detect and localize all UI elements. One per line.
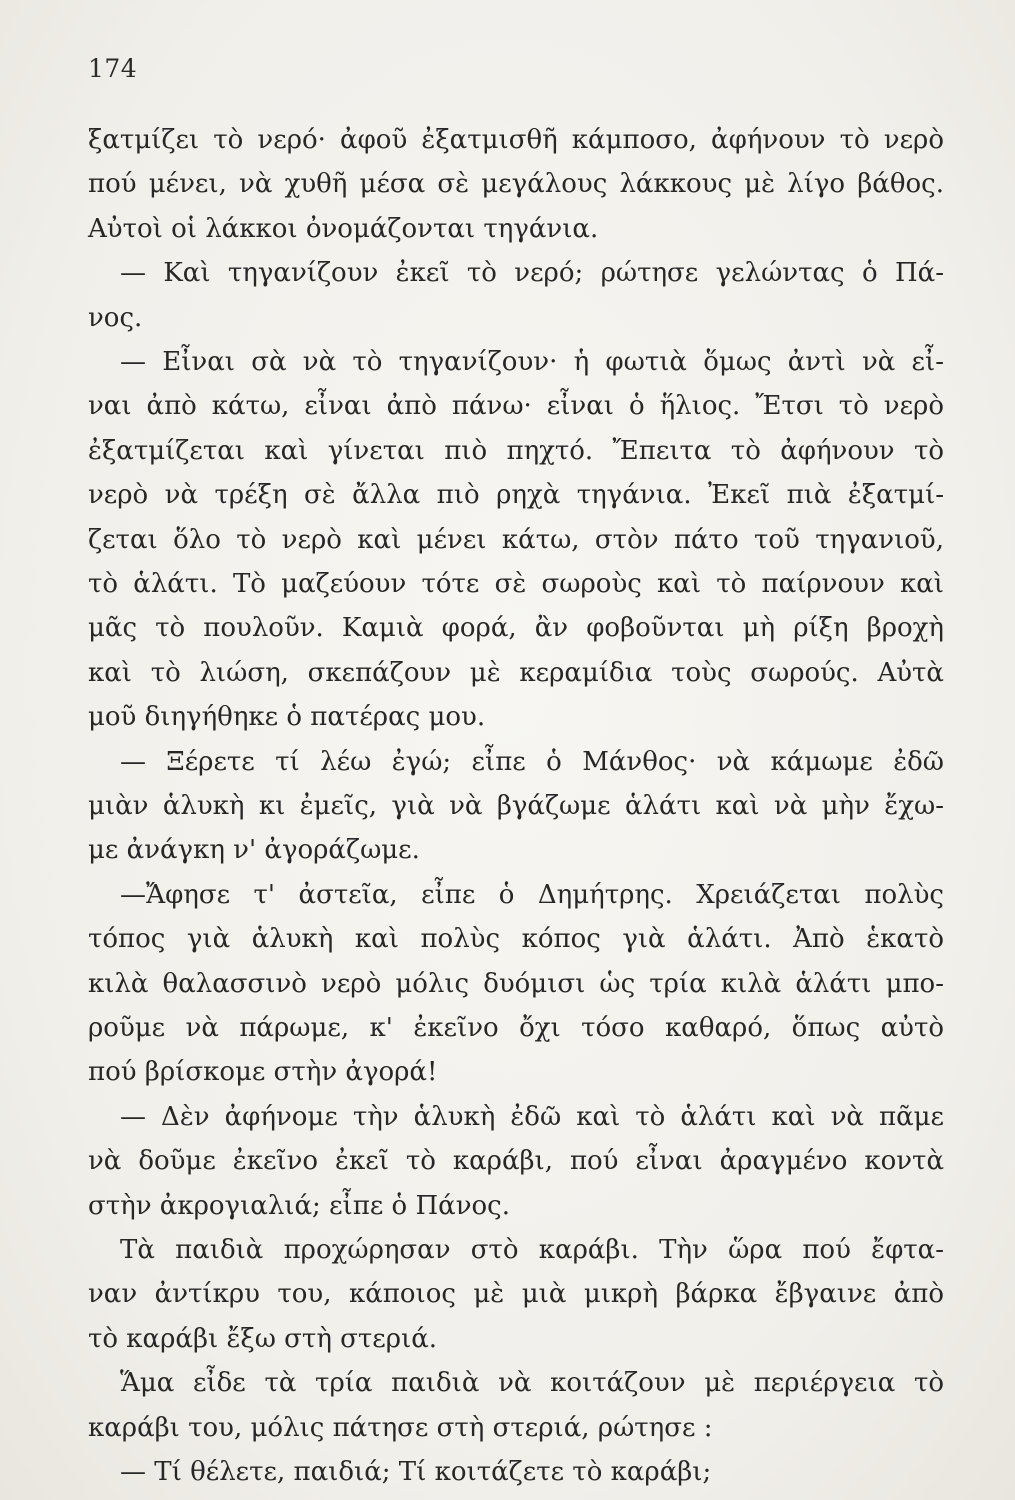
text-line: ναι ἀπὸ κάτω, εἶναι ἀπὸ πάνω· εἶναι ὁ ἥλιος. Ἔτσι τὸ νερὸ: [88, 391, 944, 422]
text-line: — Καὶ τηγανίζουν ἐκεῖ τὸ νερό; ρώτησε γελώντας ὁ Πά-: [120, 258, 944, 289]
text-line: πού βρίσκομε στὴν ἀγορά!: [88, 1057, 438, 1088]
text-line: ζεται ὅλο τὸ νερὸ καὶ μένει κάτω, στὸν πάτο τοῦ τηγανιοῦ,: [88, 524, 944, 555]
text-line: ροῦμε νὰ πάρωμε, κ' ἐκεῖνο ὄχι τόσο καθαρό, ὅπως αὐτὸ: [88, 1013, 944, 1043]
text-line: νερὸ νὰ τρέξη σὲ ἄλλα πιὸ ρηχὰ τηγάνια. Ἐκεῖ πιὰ ἐξατμί-: [88, 480, 944, 511]
text-line: πού μένει, νὰ χυθῆ μέσα σὲ μεγάλους λάκκους μὲ λίγο βάθος.: [88, 169, 944, 200]
text-line: τόπος γιὰ ἁλυκὴ καὶ πολὺς κόπος γιὰ ἁλάτι. Ἀπὸ ἑκατὸ: [88, 924, 944, 955]
text-line: Αὐτοὶ οἱ λάκκοι ὀνομάζονται τηγάνια.: [88, 213, 599, 244]
text-line: ἐξατμίζεται καὶ γίνεται πιὸ πηχτό. Ἔπειτα τὸ ἀφήνουν τὸ: [88, 435, 944, 466]
text-line: ξατμίζει τὸ νερό· ἀφοῦ ἐξατμισθῆ κάμποσο, ἀφήνουν τὸ νερὸ: [88, 125, 944, 155]
text-line: Ἅμα εἶδε τὰ τρία παιδιὰ νὰ κοιτάζουν μὲ περιέργεια τὸ: [120, 1368, 944, 1399]
text-line: — Δὲν ἀφήνομε τὴν ἁλυκὴ ἐδῶ καὶ τὸ ἁλάτι καὶ νὰ πᾶμε: [120, 1101, 944, 1132]
text-line: μοῦ διηγήθηκε ὁ πατέρας μου.: [88, 702, 486, 733]
text-line: — Τί θέλετε, παιδιά; Τί κοιτάζετε τὸ καράβι;: [120, 1457, 712, 1487]
text-line: κιλὰ θαλασσινὸ νερὸ μόλις δυόμισι ὡς τρία κιλὰ ἁλάτι μπο-: [88, 968, 944, 999]
text-line: καὶ τὸ λιώση, σκεπάζουν μὲ κεραμίδια τοὺς σωρούς. Αὐτὰ: [88, 657, 944, 688]
text-line: Τὰ παιδιὰ προχώρησαν στὸ καράβι. Τὴν ὥρα πού ἔφτα-: [120, 1235, 944, 1265]
text-line: τὸ καράβι ἔξω στὴ στεριά.: [88, 1323, 438, 1354]
text-line: ναν ἀντίκρυ του, κάποιος μὲ μιὰ μικρὴ βάρκα ἔβγαινε ἀπὸ: [88, 1279, 944, 1310]
text-line: μᾶς τὸ πουλοῦν. Καμιὰ φορά, ἂν φοβοῦνται μὴ ρίξη βροχὴ: [88, 613, 944, 644]
text-line: μιὰν ἁλυκὴ κι ἐμεῖς, γιὰ νὰ βγάζωμε ἁλάτι καὶ νὰ μὴν ἔχω-: [88, 791, 944, 821]
text-line: με ἀνάγκη ν' ἀγοράζωμε.: [88, 835, 420, 866]
text-line: νὰ δοῦμε ἐκεῖνο ἐκεῖ τὸ καράβι, πού εἶναι ἀραγμένο κοντὰ: [88, 1146, 944, 1177]
text-line: — Εἶναι σὰ νὰ τὸ τηγανίζουν· ἡ φωτιὰ ὅμως ἀντὶ νὰ εἶ-: [120, 347, 944, 377]
text-line: τὸ ἁλάτι. Τὸ μαζεύουν τότε σὲ σωροὺς καὶ τὸ παίρνουν καὶ: [88, 569, 944, 599]
text-line: καράβι του, μόλις πάτησε στὴ στεριά, ρώτησε :: [88, 1412, 713, 1443]
text-line: — Ξέρετε τί λέω ἐγώ; εἶπε ὁ Μάνθος· νὰ κάμωμε ἐδῶ: [120, 746, 944, 777]
text-line: στὴν ἀκρογιαλιά; εἶπε ὁ Πάνος.: [88, 1190, 510, 1221]
text-line: νος.: [88, 302, 143, 333]
page-number: 174: [88, 54, 138, 83]
text-line: —Ἄφησε τ' ἀστεῖα, εἶπε ὁ Δημήτρης. Χρειάζεται πολὺς: [120, 879, 944, 910]
